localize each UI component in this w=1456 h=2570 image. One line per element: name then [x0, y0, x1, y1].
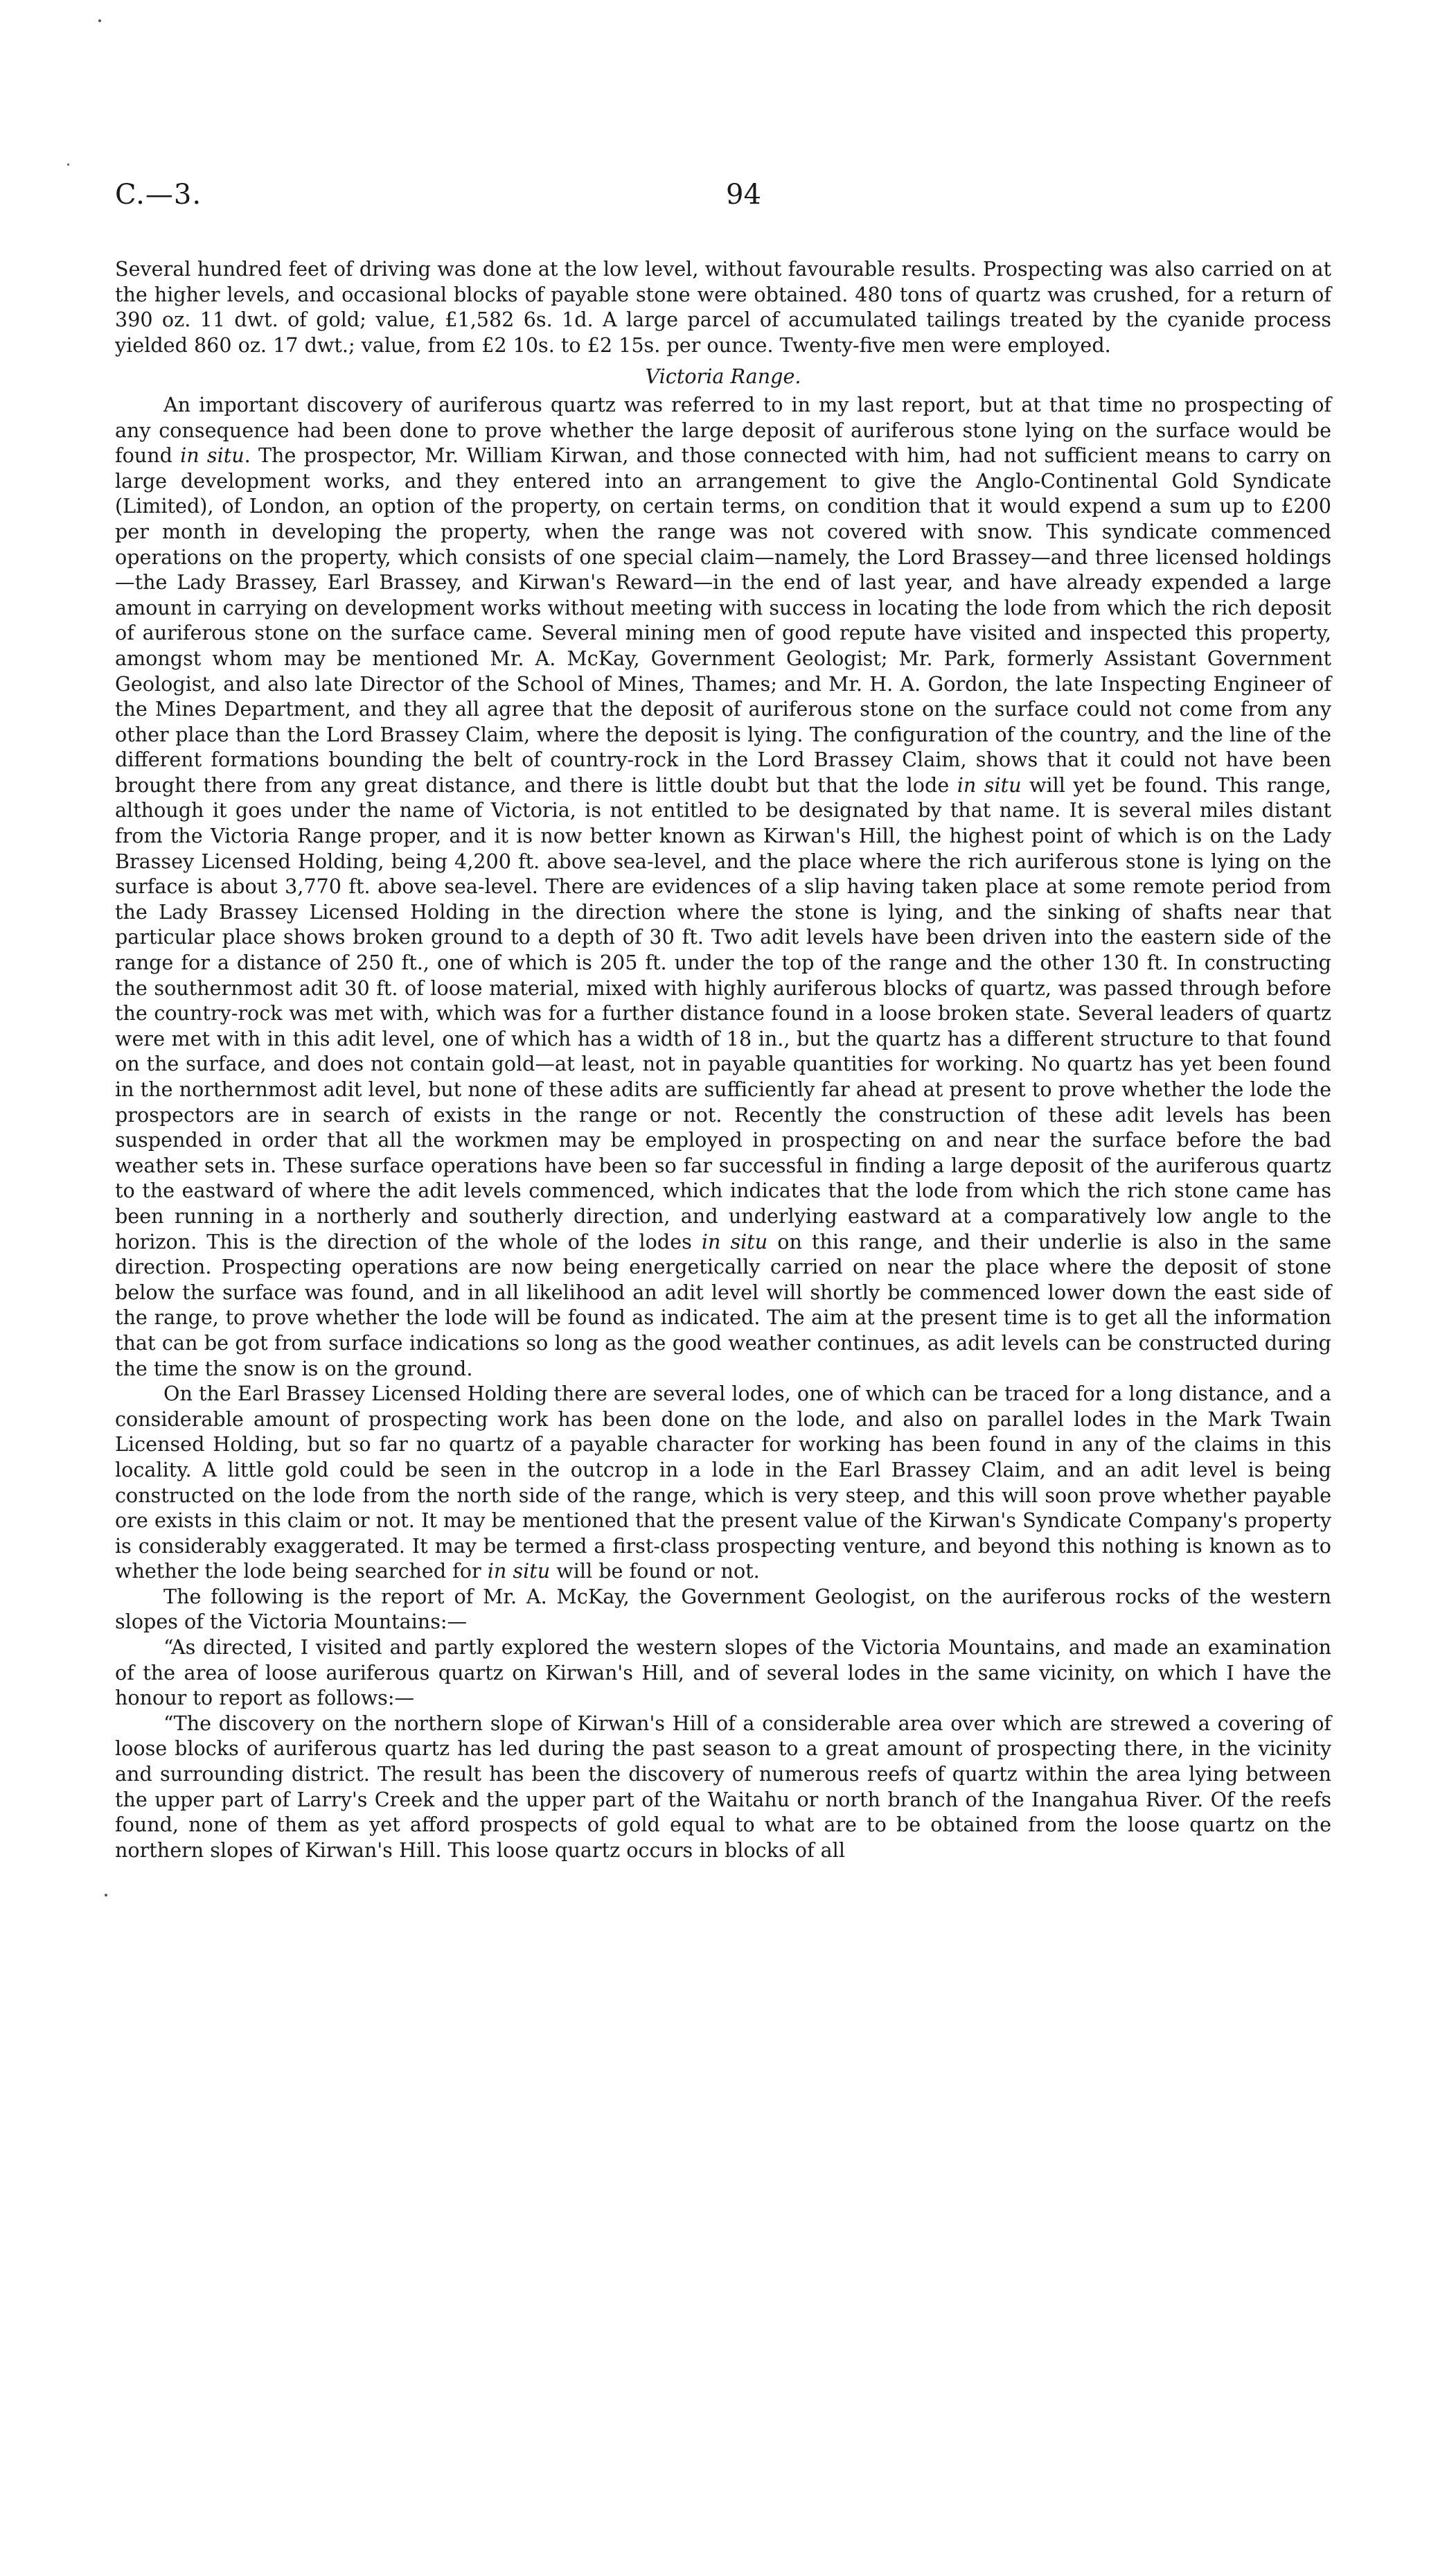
paragraph-low-level-driving: Several hundred feet of driving was done at the low level, without favourable results. Prospecting was also carried on at the higher levels, and occasional blocks of payable stone were obtained. 480 tons of quartz was crushed, for a return of 390 oz. 11 dwt. of gold; value, £1,582 6s. 1d. A large parcel of accumulated tailings treated by the cyanide process yielded 860 oz. 17 dwt.; value, from £2 10s. to £2 15s. per ounce. Twenty-five men were employed. — [115, 257, 1331, 357]
scan-speck — [98, 19, 101, 22]
scan-speck — [105, 1894, 107, 1896]
scan-speck — [67, 164, 69, 166]
paragraph-quoted-report-opening: “As directed, I visited and partly explored the western slopes of the Victoria Mountains, and made an examination of the area of loose auriferous quartz on Kirwan's Hill, and of several lodes in the same vicinity, on which I have the honour to report as follows:— — [115, 1635, 1331, 1710]
page-header — [115, 179, 1334, 227]
document-code: C.—3. — [115, 179, 202, 211]
section-heading-victoria-range: Victoria Range. — [645, 364, 801, 389]
paragraph-earl-brassey-holding: On the Earl Brassey Licensed Holding there are several lodes, one of which can be traced for a long distance, and a considerable amount of prospecting work has been done on the lode, and also on parallel lodes in the Mark Twain Licensed Holding, but so far no quartz of a payable character for working has been found in any of the claims in this locality. A little gold could be seen in the outcrop in a lode in the Earl Brassey Claim, and an adit level is being constructed on the lode from the north side of the range, which is very steep, and this will soon prove whether payable ore exists in this claim or not. It may be mentioned that the present value of the Kirwan's Syndicate Company's property is considerably exaggerated. It may be termed a first-class prospecting venture, and beyond this nothing is known as to whether the lode being searched for in situ will be found or not. — [115, 1382, 1331, 1583]
page-number: 94 — [726, 179, 761, 211]
paragraph-geologist-report-intro: The following is the report of Mr. A. McKay, the Government Geologist, on the auriferous rocks of the western slopes of the Victoria Mountains:— — [115, 1584, 1331, 1634]
document-body — [115, 256, 1331, 1863]
paragraph-auriferous-quartz-discovery: An important discovery of auriferous quartz was referred to in my last report, but at that time no prospecting of any consequence had been done to prove whether the large deposit of auriferous stone lying on the surface would be found in situ. The prospector, Mr. William Kirwan, and those connected with him, had not sufficient means to carry on large development works, and they entered into an arrangement to give the Anglo-Continental Gold Syndicate (Limited), of London, an option of the property, on certain terms, on condition that it would expend a sum up to £200 per month in developing the property, when the range was not covered with snow. This syndicate commenced operations on the property, which consists of one special claim—namely, the Lord Brassey—and three licensed holdings—the Lady Brassey, Earl Brassey, and Kirwan's Reward—in the end of last year, and have already expended a large amount in carrying on development works without meeting with success in locating the lode from which the rich deposit of auriferous stone on the surface came. Several mining men of good repute have visited and inspected this property, amongst whom may be mentioned Mr. A. McKay, Government Geologist; Mr. Park, formerly Assistant Government Geologist, and also late Director of the School of Mines, Thames; and Mr. H. A. Gordon, the late Inspecting Engineer of the Mines Department, and they all agree that the deposit of auriferous stone on the surface could not come from any other place than the Lord Brassey Claim, where the deposit is lying. The configuration of the country, and the line of the different formations bounding the belt of country-rock in the Lord Brassey Claim, shows that it could not have been brought there from any great distance, and there is little doubt but that the lode in situ will yet be found. This range, although it goes under the name of Victoria, is not entitled to be designated by that name. It is several miles distant from the Victoria Range proper, and it is now better known as Kirwan's Hill, the highest point of which is on the Lady Brassey Licensed Holding, being 4,200 ft. above sea-level, and the place where the rich auriferous stone is lying on the surface is about 3,770 ft. above sea-level. There are evidences of a slip having taken place at some remote period from the Lady Brassey Licensed Holding in the direction where the stone is lying, and the sinking of shafts near that particular place shows broken ground to a depth of 30 ft. Two adit levels have been driven into the eastern side of the range for a distance of 250 ft., one of which is 205 ft. under the top of the range and the other 130 ft. In constructing the southernmost adit 30 ft. of loose material, mixed with highly auriferous blocks of quartz, was passed through before the country-rock was met with, which was for a further distance found in a loose broken state. Several leaders of quartz were met with in this adit level, one of which has a width of 18 in., but the quartz has a different structure to that found on the surface, and does not contain gold—at least, not in payable quantities for working. No quartz has yet been found in the northernmost adit level, but none of these adits are sufficiently far ahead at present to prove whether the lode the prospectors are in search of exists in the range or not. Recently the construction of these adit levels has been suspended in order that all the workmen may be employed in prospecting on and near the surface before the bad weather sets in. These surface operations have been so far successful in finding a large deposit of the auriferous quartz to the eastward of where the adit levels commenced, which indicates that the lode from which the rich stone came has been running in a northerly and southerly direction, and underlying eastward at a comparatively low angle to the horizon. This is the direction of the whole of the lodes in situ on this range, and their underlie is also in the same direction. Prospecting operations are now being energetically carried on near the place where the deposit of stone below the surface was found, and in all likelihood an adit level will shortly be commenced lower down the east side of the range, to prove whether the lode will be found as indicated. The aim at the present time is to get all the information that can be got from surface indications so long as the good weather continues, as adit levels can be constructed during the time the snow is on the ground. — [115, 392, 1332, 1380]
paragraph-quoted-report-discovery: “The discovery on the northern slope of Kirwan's Hill of a considerable area over which are strewed a covering of loose blocks of auriferous quartz has led during the past season to a great amount of prospecting there, in the vicinity and surrounding district. The result has been the discovery of numerous reefs of quartz within the area lying between the upper part of Larry's Creek and the upper part of the Waitahu or north branch of the Inangahua River. Of the reefs found, none of them as yet afford prospects of gold equal to what are to be obtained from the loose quartz on the northern slopes of Kirwan's Hill. This loose quartz occurs in blocks of all — [115, 1711, 1331, 1862]
